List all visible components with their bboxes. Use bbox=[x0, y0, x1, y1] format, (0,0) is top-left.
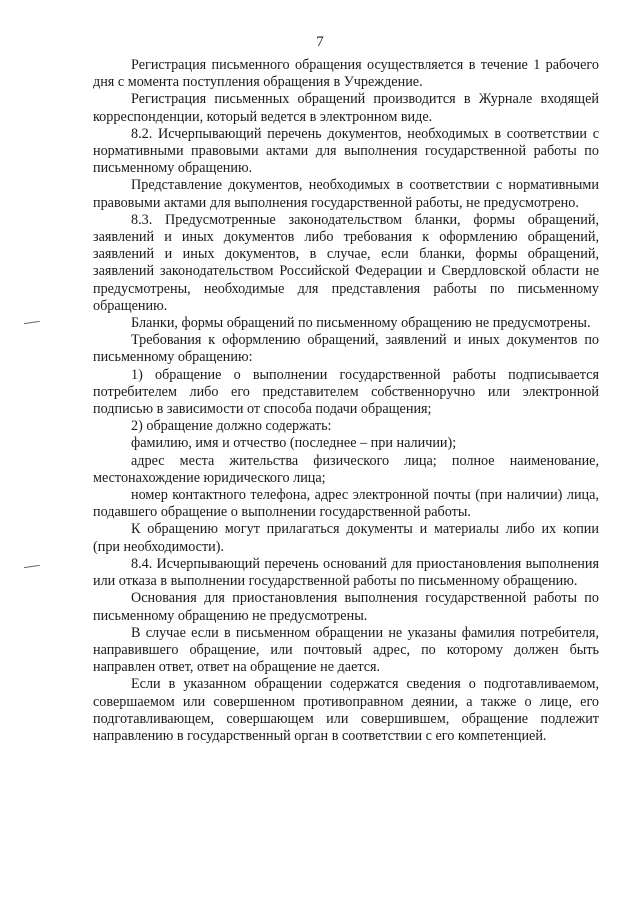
page-number: 7 bbox=[316, 34, 324, 50]
paragraph: 8.3. Предусмотренные законодательством бланки, формы обращений, заявлений и иных документов либо требования к оформлению обращений, заявлений и иных документов, в случае, если бланки, формы обращений, заявлений законодательством Российской Федерации и Свердловской области не предусмотрены, необходимые для представления работы по письменному обращению. bbox=[93, 211, 599, 314]
document-body bbox=[93, 57, 599, 745]
margin-mark bbox=[24, 565, 40, 570]
paragraph: фамилию, имя и отчество (последнее – при наличии); bbox=[131, 435, 457, 452]
paragraph: 8.2. Исчерпывающий перечень документов, необходимых в соответствии с нормативными правовыми актами для выполнения государственной работы по письменному обращению. bbox=[93, 125, 599, 177]
paragraph: Если в указанном обращении содержатся сведения о подготавливаемом, совершаемом или совершенном противоправном деянии, а также о лице, его подготавливающем, совершающем или совершившем, обращение подлежит направлению в государственный орган в соответствии с его компетенцией. bbox=[93, 676, 599, 744]
paragraph: номер контактного телефона, адрес электронной почты (при наличии) лица, подавшего обращение о выполнении государственной работы. bbox=[93, 487, 599, 521]
paragraph: Основания для приостановления выполнения государственной работы по письменному обращению не предусмотрены. bbox=[93, 590, 599, 624]
paragraph: Регистрация письменного обращения осуществляется в течение 1 рабочего дня с момента поступления обращения в Учреждение. bbox=[93, 57, 599, 91]
paragraph: В случае если в письменном обращении не указаны фамилия потребителя, направившего обращение, или почтовый адрес, по которому должен быть направлен ответ, ответ на обращение не дается. bbox=[93, 624, 599, 676]
paragraph: адрес места жительства физического лица; полное наименование, местонахождение юридического лица; bbox=[93, 452, 599, 486]
paragraph: Бланки, формы обращений по письменному обращению не предусмотрены. bbox=[131, 315, 591, 332]
margin-mark bbox=[24, 321, 40, 326]
paragraph: 8.4. Исчерпывающий перечень оснований для приостановления выполнения или отказа в выполнении государственной работы по письменному обращению. bbox=[93, 555, 599, 590]
paragraph: 2) обращение должно содержать: bbox=[131, 418, 332, 435]
paragraph: Регистрация письменных обращений производится в Журнале входящей корреспонденции, который ведется в электронном виде. bbox=[93, 91, 599, 125]
paragraph: Представление документов, необходимых в соответствии с нормативными правовыми актами для выполнения государственной работы, не предусмотрено. bbox=[93, 177, 599, 211]
paragraph: 1) обращение о выполнении государственной работы подписывается потребителем либо его представителем собственноручно или электронной подписью в зависимости от способа подачи обращения; bbox=[93, 366, 599, 418]
paragraph: Требования к оформлению обращений, заявлений и иных документов по письменному обращению: bbox=[93, 332, 599, 366]
paragraph: К обращению могут прилагаться документы и материалы либо их копии (при необходимости). bbox=[93, 521, 599, 555]
